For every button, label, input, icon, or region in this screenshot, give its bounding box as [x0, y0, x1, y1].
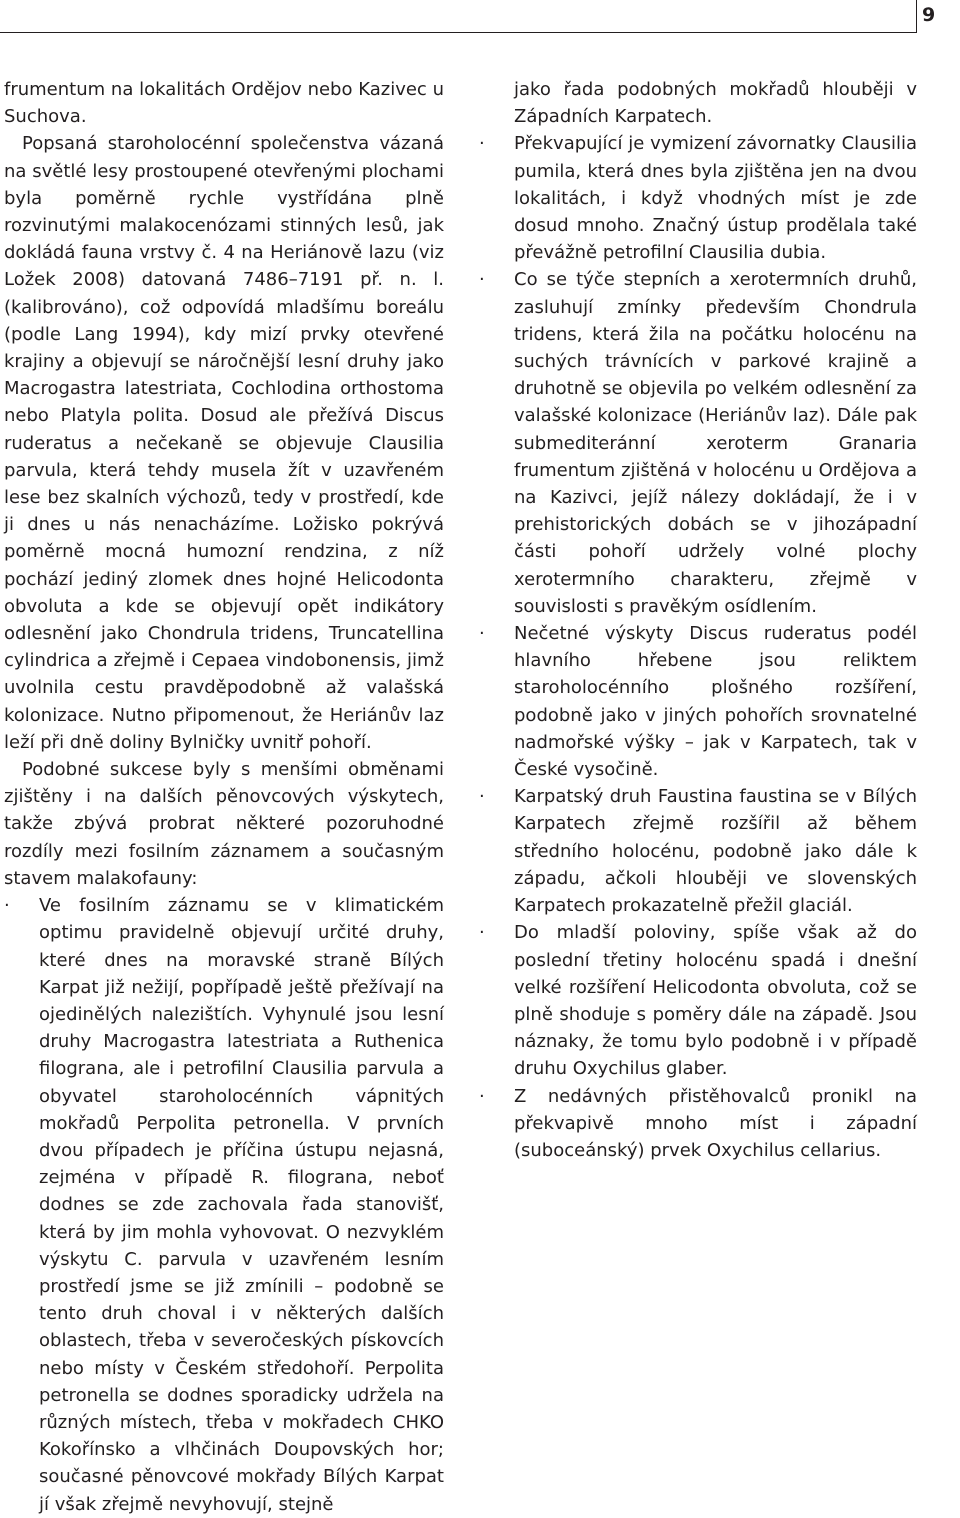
bullet-dot: ·: [479, 922, 485, 944]
left-column: [4, 76, 444, 1518]
header-rule: [0, 32, 916, 33]
list-item: [479, 1083, 917, 1165]
paragraph-3: Podobné sukcese byly s menšími obměnami zjištěny i na dalších pěnovcových výskytech, takže zbývá probrat některé pozoruhodné rozdíly mezi fosilním záznamem a současným stavem malakofauny:: [4, 759, 444, 889]
bullet-dot: ·: [479, 133, 485, 155]
page-header: [0, 0, 960, 34]
right-column: [479, 76, 917, 1164]
bullet-list-left: [4, 892, 444, 1518]
paragraph-2: Popsaná staroholocénní společenstva vázaná na světlé lesy prostoupené otevřenými plochami byla poměrně rychle vystřídána plně rozvinutými malakocenózami stinných lesů, jak dokládá fauna vrstvy č. 4 na Heriánově lazu (viz Ložek 2008) datovaná 7486–7191 př. n. l. (kalibrováno), což odpovídá mladšímu boreálu (podle Lang 1994), kdy mizí prvky otevřené krajiny a objevují se náročnější lesní druhy jako Macrogastra latestriata, Cochlodina orthostoma nebo Platyla polita. Dosud ale přežívá Discus ruderatus a nečekaně se objevuje Clausilia parvula, která tehdy musela žít v uzavřeném lese bez skalních výchozů, tedy v prostředí, kde ji dnes u nás nenacházíme. Ložisko pokrývá poměrně mocná humozní rendzina, z níž pochází jediný zlomek dnes hojné Helicodonta obvoluta a kde se objevují opět indikátory odlesnění jako Chondrula tridens, Truncatellina cylindrica a zřejmě i Cepaea vindobonensis, jimž uvolnila cestu pravděpodobně až valašská kolonizace. Nutno připomenout, že Heriánův laz leží při dně doliny Bylničky uvnitř pohoří.: [4, 133, 444, 753]
list-item-text: Z nedávných přistěhovalců pronikl na překvapivě mnoho míst i západní (suboceánský) prvek Oxychilus cellarius.: [514, 1085, 917, 1161]
list-item: [479, 919, 917, 1082]
bullet-dot: ·: [479, 1085, 485, 1107]
bullet-list-right: [479, 76, 917, 1164]
list-item: [479, 783, 917, 919]
list-item: [4, 892, 444, 1518]
bullet-dot: ·: [479, 623, 485, 645]
list-item-continued: [500, 76, 917, 130]
paragraph-1: frumentum na lokalitách Ordějov nebo Kazivec u Suchova.: [4, 79, 444, 128]
list-item-text: Ve fosilním záznamu se v klimatickém optimu pravidelně objevují určité druhy, které dnes na moravské straně Bílých Karpat již nežijí, popřípadě ještě přežívají na ojedinělých nalezištích. Vyhynulé jsou lesní druhy Macrogastra latestriata a Ruthenica filograna, ale i petrofilní Clausilia parvula a obyvatel staroholocénních vápnitých mokřadů Perpolita petronella. V prvních dvou případech je příčina ústupu nejasná, zejména v případě R. filograna, neboť dodnes se zde zachovala řada stanovišť, která by jim mohla vyhovovat. O nezvyklém výskytu C. parvula v uzavřeném lesním prostředí jsme se již zmínili – podobně se tento druh choval i v některých dalších oblastech, třeba v severočeských pískovcích nebo místy v Českém středohoří. Perpolita petronella se dodnes sporadicky udržela na různých místech, třeba v mokřadech CHKO Kokořínsko a vlhčinách Doupovských hor; současné pěnovcové mokřady Bílých Karpat jí však zřejmě nevyhovují, stejně: [39, 895, 444, 1515]
bullet-dot: ·: [479, 786, 485, 808]
list-item: [479, 620, 917, 783]
header-vertical-rule: [916, 0, 917, 33]
list-item-text: Překvapující je vymizení závornatky Clausilia pumila, která dnes byla zjištěna jen na dvou lokalitách, i když vhodných míst je zde dosud mnoho. Značný ústup prodělala také převážně petrofilní Clausilia dubia.: [514, 133, 917, 264]
list-item-text: Nečetné výskyty Discus ruderatus podél hlavního hřebene jsou reliktem staroholocénního plošného rozšíření, podobně jako v jiných pohořích srovnatelné nadmořské výšky – jak v Karpatech, tak v České vysočině.: [514, 623, 917, 781]
list-item: [479, 266, 917, 620]
bullet-dot: ·: [4, 895, 10, 917]
list-item-text: Do mladší poloviny, spíše však až do poslední třetiny holocénu spadá i dnešní velké rozšíření Helicodonta obvoluta, což se plně shoduje s poměry dále na západě. Jsou náznaky, že tomu bylo podobně i v případě druhu Oxychilus glaber.: [514, 922, 917, 1080]
list-item-text: Co se týče stepních a xerotermních druhů, zasluhují zmínky především Chondrula tridens, která žila na počátku holocénu na suchých trávnících v parkové krajině a druhotně se objevila po velkém odlesnění za valašské kolonizace (Heriánův laz). Dále pak submediteránní xeroterm Granaria frumentum zjištěná v holocénu u Ordějova a na Kazivci, jejíž nálezy dokládají, že i v prehistorických dobách se v jihozápadní části pohoří udržely volné plochy xerotermního charakteru, zřejmě v souvislosti s pravěkým osídlením.: [514, 269, 917, 617]
bullet-dot: ·: [479, 269, 485, 291]
list-item: [479, 130, 917, 266]
page-number: 9: [922, 4, 936, 26]
list-item-text: Karpatský druh Faustina faustina se v Bílých Karpatech zřejmě rozšířil až během středního holocénu, podobně jako dále k západu, ačkoli hlouběji ve slovenských Karpatech prokazatelně přežil glaciál.: [514, 786, 917, 917]
list-item-text: jako řada podobných mokřadů hlouběji v Západních Karpatech.: [514, 79, 917, 128]
